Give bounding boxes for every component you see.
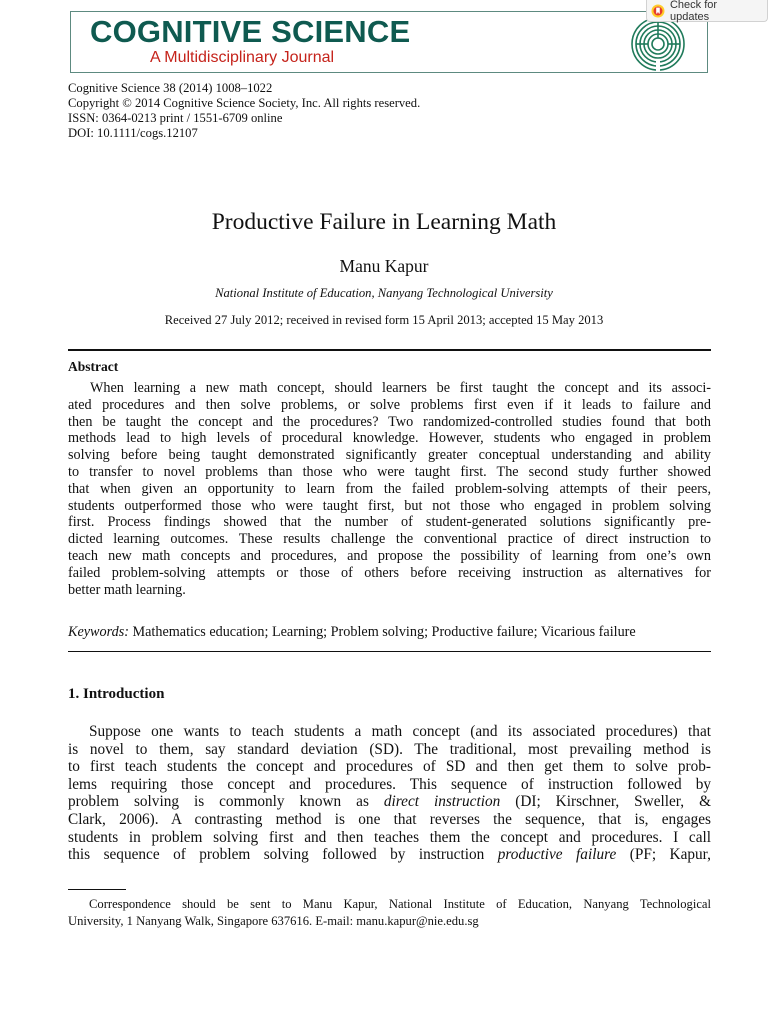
received-dates: Received 27 July 2012; received in revised form 15 April 2013; accepted 15 May 2013 (164, 313, 604, 327)
update-badge-icon (651, 4, 665, 18)
intro-line (68, 793, 711, 811)
citation-line: Cognitive Science 38 (2014) 1008–1022 (68, 81, 273, 95)
intro-line: Clark, 2006). A contrasting method is one that reverses the sequence, that is, engages (68, 810, 711, 828)
abstract-bottom-rule (68, 651, 711, 652)
keywords (68, 624, 636, 641)
abstract-line: methods lead to high levels of procedural knowledge. However, students who engaged in problem (68, 430, 711, 447)
article-title: Productive Failure in Learning Math (211, 209, 557, 235)
abstract-line: better math learning. (68, 581, 186, 598)
abstract-line: When learning a new math concept, should learners be first taught the concept and its associ- (90, 380, 711, 396)
intro-line: lems requiring those concept and procedures. This sequence of instruction followed by (68, 775, 711, 793)
intro-line: students in problem solving first and then teaches them the concept and procedures. I call (68, 828, 711, 846)
abstract-line: solving before being taught demonstrated significantly greater conceptual understanding and ability (68, 447, 711, 464)
issn-line: ISSN: 0364-0213 print / 1551-6709 online (68, 111, 283, 125)
introduction-heading: 1. Introduction (68, 686, 165, 702)
intro-text: problem solving is commonly known as (68, 793, 384, 811)
abstract-line: ated procedures and then solve problems, or solve problems first even if it leads to failure and (68, 396, 711, 413)
intro-line (68, 846, 711, 864)
intro-text: (PF; Kapur, (616, 846, 711, 864)
doi-line: DOI: 10.1111/cogs.12107 (68, 126, 198, 140)
journal-subtitle: A Multidisciplinary Journal (150, 49, 335, 66)
intro-line: is novel to them, say standard deviation (SD). The traditional, most prevailing method is (68, 740, 711, 758)
abstract-line: then be taught the concept and the procedures? Two randomized-controlled studies found that both (68, 413, 711, 430)
intro-text: this sequence of problem solving followed by instruction (68, 846, 498, 864)
footnote-rule (68, 889, 126, 890)
intro-line: Suppose one wants to teach students a math concept (and its associated procedures) that (89, 723, 711, 740)
abstract-body (68, 380, 711, 598)
copyright-line: Copyright © 2014 Cognitive Science Society, Inc. All rights reserved. (68, 96, 421, 110)
author-name: Manu Kapur (339, 256, 429, 276)
labyrinth-icon (626, 16, 690, 72)
check-for-updates-label: Check for updates (669, 0, 718, 23)
introduction-body (68, 723, 711, 864)
abstract-line: to transfer to novel problems than those who were taught first. The second study further showed (68, 463, 711, 480)
abstract-heading: Abstract (68, 359, 119, 374)
intro-emphasis-direct-instruction: direct instruction (383, 793, 501, 811)
keywords-label: Keywords: (68, 624, 129, 640)
correspondence-footnote (68, 896, 711, 930)
check-for-updates-button[interactable] (646, 0, 768, 22)
journal-name: COGNITIVE SCIENCE (90, 14, 411, 49)
intro-text: (DI; Kirschner, Sweller, & (500, 793, 711, 811)
intro-emphasis-productive-failure: productive failure (497, 846, 617, 864)
abstract-line: first. Process findings showed that the number of student-generated solutions significantly pre- (68, 514, 711, 531)
abstract-line: dicted learning outcomes. These results challenge the conventional practice of direct instruction to (68, 531, 711, 548)
footnote-line: Correspondence should be sent to Manu Kapur, National Institute of Education, Nanyang Technological (89, 897, 711, 911)
abstract-line: that when given an opportunity to learn from the failed problem-solving attempts of their peers, (68, 480, 711, 497)
abstract-top-rule (68, 349, 711, 351)
author-affiliation: National Institute of Education, Nanyang Technological University (215, 286, 553, 300)
abstract-line: teach new math concepts and procedures, and propose the possibility of learning from one’s own (68, 547, 711, 564)
abstract-line: students outperformed those who were taught first, but not those who engaged in problem solving (68, 497, 711, 514)
keywords-text: Mathematics education; Learning; Problem solving; Productive failure; Vicarious failure (128, 624, 636, 640)
footnote-line: University, 1 Nanyang Walk, Singapore 637616. E-mail: manu.kapur@nie.edu.sg (68, 914, 479, 928)
intro-line: to first teach students the concept and procedures of SD and then get them to solve prob- (68, 758, 711, 776)
abstract-line: failed problem-solving attempts or those of others before receiving instruction as alternatives for (68, 564, 711, 581)
